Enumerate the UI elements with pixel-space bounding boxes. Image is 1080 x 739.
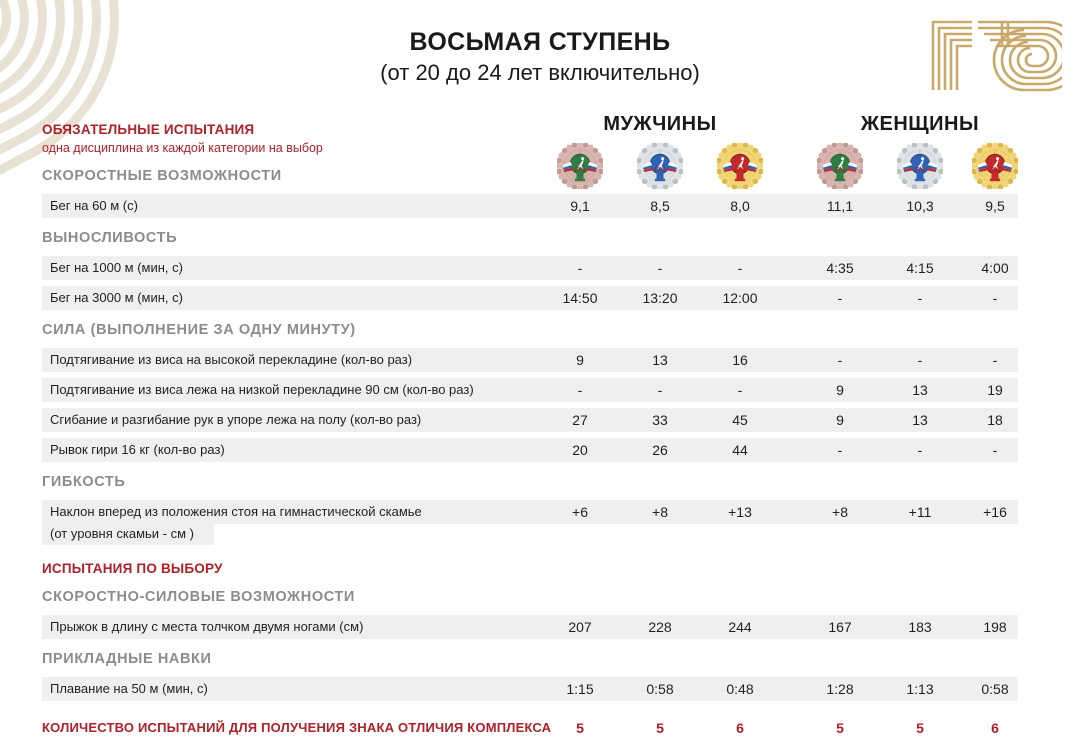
table-row (42, 256, 1018, 280)
svg-text:ГТО: ГТО (734, 167, 746, 174)
row-label: Сгибание и разгибание рук в упоре лежа на полу (кол-во раз) (50, 412, 422, 427)
svg-text:ГТО: ГТО (914, 167, 926, 174)
cell-value: - (837, 352, 843, 368)
cell-value: 20 (572, 442, 588, 458)
cell-value: +16 (983, 504, 1007, 520)
cell-value: 16 (732, 352, 748, 368)
section-heading-3: СИЛА (ВЫПОЛНЕНИЕ ЗА ОДНУ МИНУТУ) (42, 322, 356, 338)
cell-value: - (992, 352, 998, 368)
cell-value: 198 (983, 619, 1007, 635)
cell-value: - (837, 290, 843, 306)
cell-value: - (917, 290, 923, 306)
total-value: 6 (736, 720, 744, 736)
section-heading-2: ВЫНОСЛИВОСТЬ (42, 230, 178, 246)
cell-value: 207 (568, 619, 592, 635)
cell-value: 0:58 (646, 681, 674, 697)
cell-value: 10,3 (906, 198, 934, 214)
table-row (42, 286, 1018, 310)
section-heading-6: ПРИКЛАДНЫЕ НАВКИ (42, 651, 212, 667)
total-row (42, 717, 1018, 739)
cell-value: - (917, 442, 923, 458)
cell-value: 19 (987, 382, 1003, 398)
cell-value: - (657, 260, 663, 276)
cell-value: 13 (912, 382, 928, 398)
section-heading-1: СКОРОСТНЫЕ ВОЗМОЖНОСТИ (42, 168, 282, 184)
optional-heading: ИСПЫТАНИЯ ПО ВЫБОРУ (42, 561, 223, 576)
table-row (42, 615, 1018, 639)
table-row (42, 500, 1018, 545)
table-row (42, 677, 1018, 701)
total-value: 5 (916, 720, 924, 736)
section-heading-5: СКОРОСТНО-СИЛОВЫЕ ВОЗМОЖНОСТИ (42, 589, 355, 605)
cell-value: 13 (912, 412, 928, 428)
cell-value: 4:15 (906, 260, 934, 276)
cell-value: - (737, 382, 743, 398)
cell-value: 9 (836, 412, 844, 428)
page-title: ВОСЬМАЯ СТУПЕНЬ (409, 28, 671, 56)
total-value: 5 (656, 720, 664, 736)
cell-value: - (992, 442, 998, 458)
cell-value: 33 (652, 412, 668, 428)
total-label: КОЛИЧЕСТВО ИСПЫТАНИЙ ДЛЯ ПОЛУЧЕНИЯ ЗНАКА ОТЛИЧИЯ КОМПЛЕКСА (42, 720, 552, 735)
table-row (42, 438, 1018, 462)
cell-value: - (577, 260, 583, 276)
cell-value: 228 (648, 619, 672, 635)
cell-value: 9,5 (985, 198, 1005, 214)
svg-text:ГТО: ГТО (574, 167, 586, 174)
row-label: Наклон вперед из положения стоя на гимнастической скамье (от уровня скамьи - см ) (50, 504, 422, 541)
svg-text:ГТО: ГТО (989, 167, 1001, 174)
cell-value: 183 (908, 619, 932, 635)
cell-value: 167 (828, 619, 852, 635)
svg-text:ГТО: ГТО (834, 167, 846, 174)
cell-value: 8,5 (650, 198, 670, 214)
table-row (42, 378, 1018, 402)
cell-value: 4:35 (826, 260, 854, 276)
row-label: Бег на 3000 м (мин, с) (50, 290, 183, 305)
mandatory-subheading: одна дисциплина из каждой категории на выбор (42, 141, 323, 155)
cell-value: 1:28 (826, 681, 854, 697)
cell-value: 26 (652, 442, 668, 458)
row-label: Рывок гири 16 кг (кол-во раз) (50, 442, 225, 457)
cell-value: 45 (732, 412, 748, 428)
row-label: Подтягивание из виса лежа на низкой перекладине 90 см (кол-во раз) (50, 382, 474, 397)
cell-value: - (657, 382, 663, 398)
cell-value: 9 (836, 382, 844, 398)
cell-value: 14:50 (562, 290, 598, 306)
cell-value: - (837, 442, 843, 458)
cell-value: 244 (728, 619, 752, 635)
row-label: Подтягивание из виса на высокой перекладине (кол-во раз) (50, 352, 413, 367)
page-subtitle: (от 20 до 24 лет включительно) (380, 59, 700, 85)
cell-value: 0:58 (981, 681, 1009, 697)
row-label: Плавание на 50 м (мин, с) (50, 681, 208, 696)
cell-value: 4:00 (981, 260, 1009, 276)
cell-value: 8,0 (730, 198, 750, 214)
svg-text:ГТО: ГТО (654, 167, 666, 174)
row-label: Бег на 60 м (с) (50, 198, 138, 213)
cell-value: - (737, 260, 743, 276)
cell-value: 12:00 (722, 290, 758, 306)
column-group-men: МУЖЧИНЫ (603, 113, 717, 135)
total-value: 5 (576, 720, 584, 736)
cell-value: +8 (652, 504, 668, 520)
mandatory-heading: ОБЯЗАТЕЛЬНЫЕ ИСПЫТАНИЯ (42, 122, 255, 137)
cell-value: +13 (728, 504, 752, 520)
cell-value: 13:20 (642, 290, 678, 306)
cell-value: 13 (652, 352, 668, 368)
cell-value: 1:13 (906, 681, 934, 697)
column-group-women: ЖЕНЩИНЫ (860, 113, 980, 135)
table-row (42, 194, 1018, 218)
cell-value: 18 (987, 412, 1003, 428)
total-value: 6 (991, 720, 999, 736)
cell-value: 44 (732, 442, 748, 458)
cell-value: 27 (572, 412, 588, 428)
cell-value: +6 (572, 504, 588, 520)
cell-value: 11,1 (826, 198, 854, 214)
cell-value: - (992, 290, 998, 306)
section-heading-4: ГИБКОСТЬ (42, 474, 126, 490)
cell-value: - (917, 352, 923, 368)
cell-value: +11 (908, 504, 932, 520)
table-row (42, 408, 1018, 432)
cell-value: 0:48 (726, 681, 754, 697)
cell-value: 9,1 (570, 198, 590, 214)
cell-value: 9 (576, 352, 584, 368)
total-value: 5 (836, 720, 844, 736)
row-label: Бег на 1000 м (мин, с) (50, 260, 183, 275)
table-row (42, 348, 1018, 372)
row-label: Прыжок в длину с места толчком двумя ногами (см) (50, 619, 364, 634)
cell-value: 1:15 (566, 681, 594, 697)
cell-value: +8 (832, 504, 848, 520)
cell-value: - (577, 382, 583, 398)
